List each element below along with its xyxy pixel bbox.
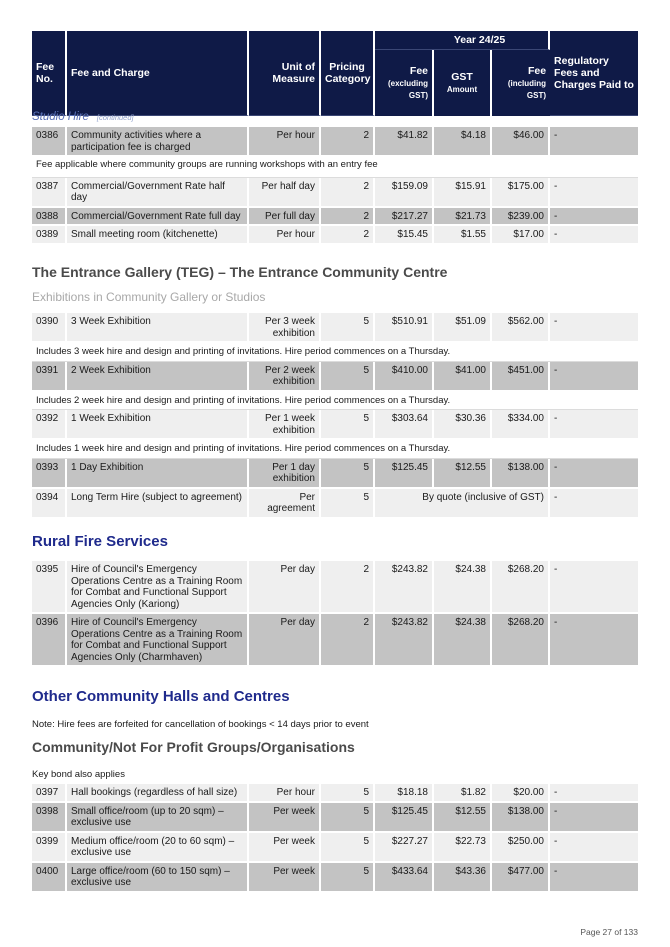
table-row: 0391 2 Week Exhibition Per 2 week exhibition 5 $410.00 $41.00 $451.00 - bbox=[32, 362, 638, 392]
table-row: 0394 Long Term Hire (subject to agreement) Per agreement 5 By quote (inclusive of GST) - bbox=[32, 489, 638, 519]
table-row: 0386 Community activities where a participation fee is charged Per hour 2 $41.82 $4.18 $46.00 - bbox=[32, 127, 638, 157]
halls-heading: Other Community Halls and Centres bbox=[32, 688, 290, 705]
table-row: 0388 Commercial/Government Rate full day Per full day 2 $217.27 $21.73 $239.00 - bbox=[32, 208, 638, 227]
teg-heading: The Entrance Gallery (TEG) – The Entrance Community Centre bbox=[32, 264, 448, 280]
table-row: 0397 Hall bookings (regardless of hall size) Per hour 5 $18.18 $1.82 $20.00 - bbox=[32, 784, 638, 803]
header-pricing-category: Pricing Category bbox=[321, 31, 375, 116]
studio-hire-heading: Studio Hire [continued] bbox=[32, 111, 134, 123]
halls-subheading: Community/Not For Profit Groups/Organisations bbox=[32, 739, 355, 755]
teg-subheading: Exhibitions in Community Gallery or Studios bbox=[32, 290, 266, 304]
table-row: 0398 Small office/room (up to 20 sqm) – exclusive use Per week 5 $125.45 $12.55 $138.00 - bbox=[32, 803, 638, 833]
header-year: Year 24/25 bbox=[375, 31, 550, 50]
row-note: Fee applicable where community groups are running workshops with an entry fee bbox=[32, 157, 638, 178]
header-unit-of-measure: Unit of Measure bbox=[249, 31, 321, 116]
table-row: 0393 1 Day Exhibition Per 1 day exhibition 5 $125.45 $12.55 $138.00 - bbox=[32, 459, 638, 489]
fee-header bbox=[32, 31, 638, 116]
header-gst-amount: GST Amount bbox=[434, 50, 492, 116]
rural-heading: Rural Fire Services bbox=[32, 533, 168, 550]
header-fee-including: Fee (including GST) bbox=[492, 50, 550, 116]
teg-table bbox=[32, 313, 638, 519]
table-row: 0389 Small meeting room (kitchenette) Per hour 2 $15.45 $1.55 $17.00 - bbox=[32, 226, 638, 245]
halls-note: Note: Hire fees are forfeited for cancellation of bookings < 14 days prior to event bbox=[32, 719, 369, 730]
table-row: 0392 1 Week Exhibition Per 1 week exhibition 5 $303.64 $30.36 $334.00 - bbox=[32, 410, 638, 440]
table-row: 0395 Hire of Council's Emergency Operations Centre as a Training Room for Combat and Functional Support Agencies Only (Kariong) Per day 2 $243.82 $24.38 $268.20 - bbox=[32, 561, 638, 614]
table-row: 0396 Hire of Council's Emergency Operations Centre as a Training Room for Combat and Functional Support Agencies Only (Charmhaven) Per day 2 $243.82 $24.38 $268.20 - bbox=[32, 614, 638, 667]
table-row: 0399 Medium office/room (20 to 60 sqm) – exclusive use Per week 5 $227.27 $22.73 $250.00 - bbox=[32, 833, 638, 863]
header-fee-excluding: Fee (excluding GST) bbox=[375, 50, 434, 116]
halls-bond-note: Key bond also applies bbox=[32, 769, 125, 780]
studio-hire-table bbox=[32, 127, 638, 245]
header-fee-no: Fee No. bbox=[32, 31, 67, 116]
header-fee-and-charge: Fee and Charge bbox=[67, 31, 249, 116]
rural-table bbox=[32, 561, 638, 667]
table-row: 0400 Large office/room (60 to 150 sqm) – exclusive use Per week 5 $433.64 $43.36 $477.00 - bbox=[32, 863, 638, 893]
row-note: Includes 1 week hire and design and printing of invitations. Hire period commences on a Thursday. bbox=[32, 440, 638, 459]
table-row: 0387 Commercial/Government Rate half day Per half day 2 $159.09 $15.91 $175.00 - bbox=[32, 178, 638, 208]
page-number: Page 27 of 133 bbox=[580, 927, 638, 937]
halls-table bbox=[32, 784, 638, 893]
row-note: Includes 2 week hire and design and printing of invitations. Hire period commences on a Thursday. bbox=[32, 392, 638, 411]
table-row: 0390 3 Week Exhibition Per 3 week exhibition 5 $510.91 $51.09 $562.00 - bbox=[32, 313, 638, 343]
row-note: Includes 3 week hire and design and printing of invitations. Hire period commences on a Thursday. bbox=[32, 343, 638, 362]
header-regulatory: Regulatory Fees and Charges Paid to bbox=[550, 31, 638, 116]
